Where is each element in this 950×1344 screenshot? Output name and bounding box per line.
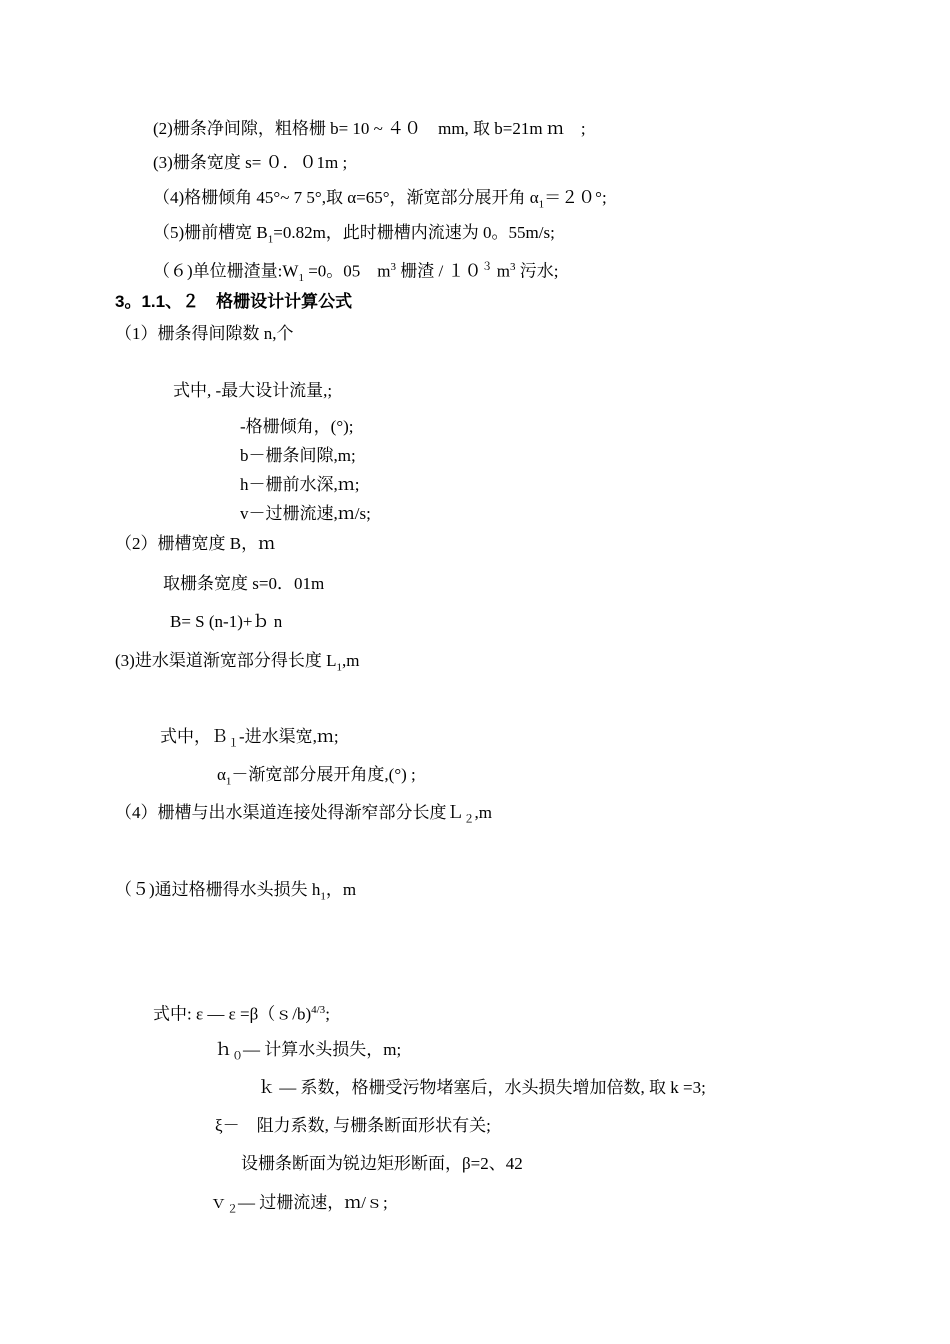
text: h－栅前水深,ｍ; xyxy=(240,475,360,494)
text: (3)栅条宽度 s= ０．０1m ; xyxy=(153,153,348,172)
formula-heading-3 xyxy=(115,650,359,678)
where-line xyxy=(153,999,330,1026)
text: ξ－ 阻力系数, 与栅条断面形状有关; xyxy=(215,1116,491,1135)
where-line xyxy=(240,416,354,438)
text: ＝２０°; xyxy=(544,188,607,207)
text: m xyxy=(492,261,510,281)
formula-line xyxy=(170,611,282,633)
text: — 计算水头损失，m; xyxy=(243,1040,402,1059)
subscript: ０ xyxy=(232,1050,243,1063)
text: 污水; xyxy=(515,261,559,281)
where-line xyxy=(215,1039,401,1067)
where-line xyxy=(215,1115,491,1137)
formula-line xyxy=(163,573,324,595)
where-line xyxy=(241,1153,523,1175)
text: （５)通过格栅得水头损失 h xyxy=(115,880,321,899)
text: v－过栅流速,ｍ/s; xyxy=(240,504,371,523)
param-bar-width xyxy=(153,152,347,174)
where-line xyxy=(217,764,416,792)
text: ｖ xyxy=(210,1193,227,1212)
text: -进水渠宽,ｍ; xyxy=(239,727,339,746)
heading-text: 3。1.1、２ 格栅设计计算公式 xyxy=(115,292,353,311)
text: （5)栅前槽宽 B xyxy=(153,223,268,242)
superscript: 4/3 xyxy=(311,1004,326,1016)
text: ｋ — 系数，格栅受污物堵塞后，水头损失增加倍数, 取 k =3; xyxy=(258,1078,706,1097)
text: ｈ xyxy=(215,1040,232,1059)
text: 式中，Ｂ xyxy=(160,727,228,746)
text: 式中: ε — ε =β（ｓ/b) xyxy=(153,1004,312,1024)
text: 设栅条断面为锐边矩形断面，β=2、42 xyxy=(241,1154,523,1173)
text: — 过栅流速，ｍ/ｓ; xyxy=(238,1193,388,1212)
text: ; xyxy=(325,1004,330,1024)
text: （4）栅槽与出水渠道连接处得渐窄部分长度Ｌ xyxy=(115,803,464,822)
where-line xyxy=(258,1077,706,1099)
text: ,m xyxy=(341,651,360,670)
text: 式中, -最大设计流量,; xyxy=(173,381,333,400)
param-bar-spacing xyxy=(153,118,586,140)
text: （1）栅条得间隙数 n,个 xyxy=(115,324,294,343)
text: =0。05 m xyxy=(303,261,391,281)
subscript: 1 xyxy=(538,198,545,211)
subscript: 1 xyxy=(267,233,274,246)
where-line xyxy=(160,726,339,754)
superscript: 3 xyxy=(509,261,516,273)
subscript: 1 xyxy=(320,890,326,903)
superscript: ３ xyxy=(481,261,493,273)
text: ,m xyxy=(474,803,492,822)
section-heading xyxy=(115,291,352,313)
text: 栅渣 / １０ xyxy=(396,261,482,281)
subscript: 1 xyxy=(225,775,232,788)
formula-heading-2 xyxy=(115,533,275,555)
subscript: 1 xyxy=(298,272,304,285)
formula-heading-1 xyxy=(115,323,294,345)
where-line xyxy=(240,445,356,467)
text: (2)栅条净间隙，粗格栅 b= 10 ~ ４０ mm, 取 b=21m ｍ ; xyxy=(153,119,586,138)
subscript: １ xyxy=(228,737,239,750)
text: ，m xyxy=(325,880,357,899)
text: B= S (n-1)+ｂ n xyxy=(170,612,283,631)
formula-heading-5 xyxy=(115,879,356,907)
text: 取栅条宽度 s=0．01m xyxy=(163,574,325,593)
text: （６)单位栅渣量:W xyxy=(153,261,299,281)
text: (3)进水渠道渐宽部分得长度 L xyxy=(115,651,337,670)
text: －渐宽部分展开角度,(°) ; xyxy=(231,765,416,784)
subscript: 1 xyxy=(336,661,342,674)
text: -格栅倾角，(°); xyxy=(240,417,354,436)
where-line xyxy=(240,503,371,525)
text: =0.82m，此时栅槽内流速为 0。55m/s; xyxy=(273,223,555,242)
superscript: 3 xyxy=(390,261,396,273)
where-line xyxy=(210,1192,388,1220)
where-line xyxy=(173,380,332,402)
param-channel-width xyxy=(153,222,555,250)
formula-heading-4 xyxy=(115,802,492,830)
text: （2）栅槽宽度 B，ｍ xyxy=(115,534,276,553)
where-line xyxy=(240,474,359,496)
subscript: ２ xyxy=(463,813,475,826)
subscript: ２ xyxy=(227,1203,238,1216)
text: α xyxy=(217,765,226,784)
text: b－栅条间隙,m; xyxy=(240,446,356,465)
text: （4)格栅倾角 45°~ 7 5°,取 α=65°，渐宽部分展开角 α xyxy=(153,188,539,207)
param-screen-angle xyxy=(153,187,607,215)
param-screenings xyxy=(153,256,558,289)
